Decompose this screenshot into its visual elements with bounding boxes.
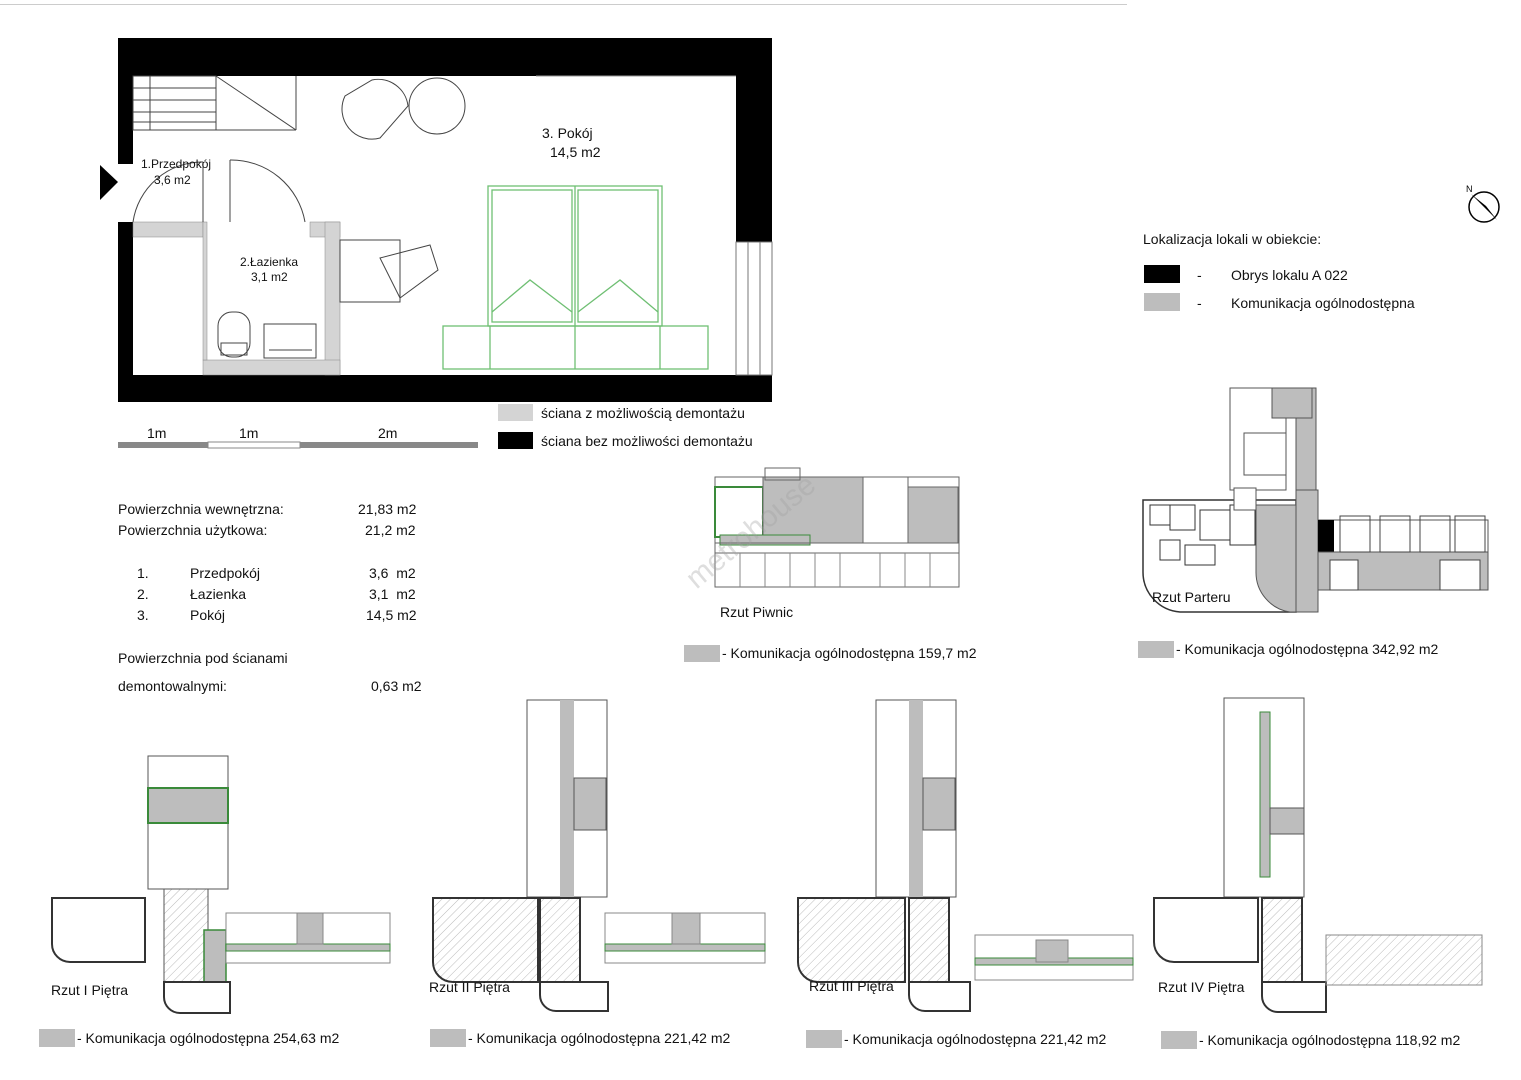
floor-2-caption: - Komunikacja ogólnodostępna 221,42 m2 xyxy=(468,1030,731,1046)
floor-3-name: Rzut III Piętra xyxy=(809,978,894,994)
floor-1-caption: - Komunikacja ogólnodostępna 254,63 m2 xyxy=(77,1030,340,1046)
room-label-3: 3. Pokój xyxy=(542,125,593,141)
scale-label-1: 1m xyxy=(147,425,167,441)
room-area-1: 3,6 m2 xyxy=(154,173,191,187)
area-row-value-1: 3,6 m2 xyxy=(369,565,416,581)
floor-3-caption: - Komunikacja ogólnodostępna 221,42 m2 xyxy=(844,1031,1107,1047)
location-title: Lokalizacja lokali w obiekcie: xyxy=(1143,231,1322,247)
room-label-1: 1.Przedpokój xyxy=(141,157,212,171)
area-row-num-3: 3. xyxy=(137,607,149,623)
area-row-value-2: 3,1 m2 xyxy=(369,586,416,602)
area-row-name-1: Przedpokój xyxy=(190,565,261,581)
room-area-2: 3,1 m2 xyxy=(251,270,288,284)
location-item-public: Komunikacja ogólnodostępna xyxy=(1231,295,1415,311)
area-row-value-3: 14,5 m2 xyxy=(366,607,417,623)
legend-demountable-label: ściana z możliwością demontażu xyxy=(541,405,745,421)
floor-ground-name: Rzut Parteru xyxy=(1152,589,1231,605)
location-dash-2: - xyxy=(1197,295,1202,311)
floor-1-name: Rzut I Piętra xyxy=(51,982,129,998)
floor-basement-name: Rzut Piwnic xyxy=(720,604,794,620)
walls-area-label-1: Powierzchnia pod ścianami xyxy=(118,650,288,666)
internal-area-value: 21,83 m2 xyxy=(358,501,417,517)
floor-2-name: Rzut II Piętra xyxy=(429,979,510,995)
walls-area-label-2: demontowalnymi: xyxy=(118,678,227,694)
floor-basement-caption: - Komunikacja ogólnodostępna 159,7 m2 xyxy=(722,645,977,661)
svg-text:N: N xyxy=(1466,184,1473,194)
third-floor-plan xyxy=(798,700,1133,1048)
usable-area-label: Powierzchnia użytkowa: xyxy=(118,522,268,538)
walls-area-value: 0,63 m2 xyxy=(371,678,422,694)
location-item-unit: Obrys lokalu A 022 xyxy=(1231,267,1348,283)
area-row-num-2: 2. xyxy=(137,586,149,602)
fourth-floor-plan xyxy=(1154,698,1482,1049)
legend-fixed-label: ściana bez możliwości demontażu xyxy=(541,433,753,449)
floor-4-name: Rzut IV Piętra xyxy=(1158,979,1245,995)
room-area-3: 14,5 m2 xyxy=(550,144,601,160)
floor-ground-caption: - Komunikacja ogólnodostępna 342,92 m2 xyxy=(1176,641,1439,657)
usable-area-value: 21,2 m2 xyxy=(365,522,416,538)
room-label-2: 2.Łazienka xyxy=(240,255,299,269)
scale-label-2: 1m xyxy=(239,425,259,441)
ground-floor-plan xyxy=(1138,388,1488,658)
internal-area-label: Powierzchnia wewnętrzna: xyxy=(118,501,284,517)
area-row-name-3: Pokój xyxy=(190,607,226,623)
location-dash-1: - xyxy=(1197,267,1202,283)
floor-4-caption: - Komunikacja ogólnodostępna 118,92 m2 xyxy=(1199,1032,1461,1048)
watermark: metrohouse xyxy=(679,468,823,596)
area-row-name-2: Łazienka xyxy=(190,586,247,602)
scale-label-3: 2m xyxy=(378,425,398,441)
first-floor-plan xyxy=(39,756,390,1047)
area-row-num-1: 1. xyxy=(137,565,149,581)
